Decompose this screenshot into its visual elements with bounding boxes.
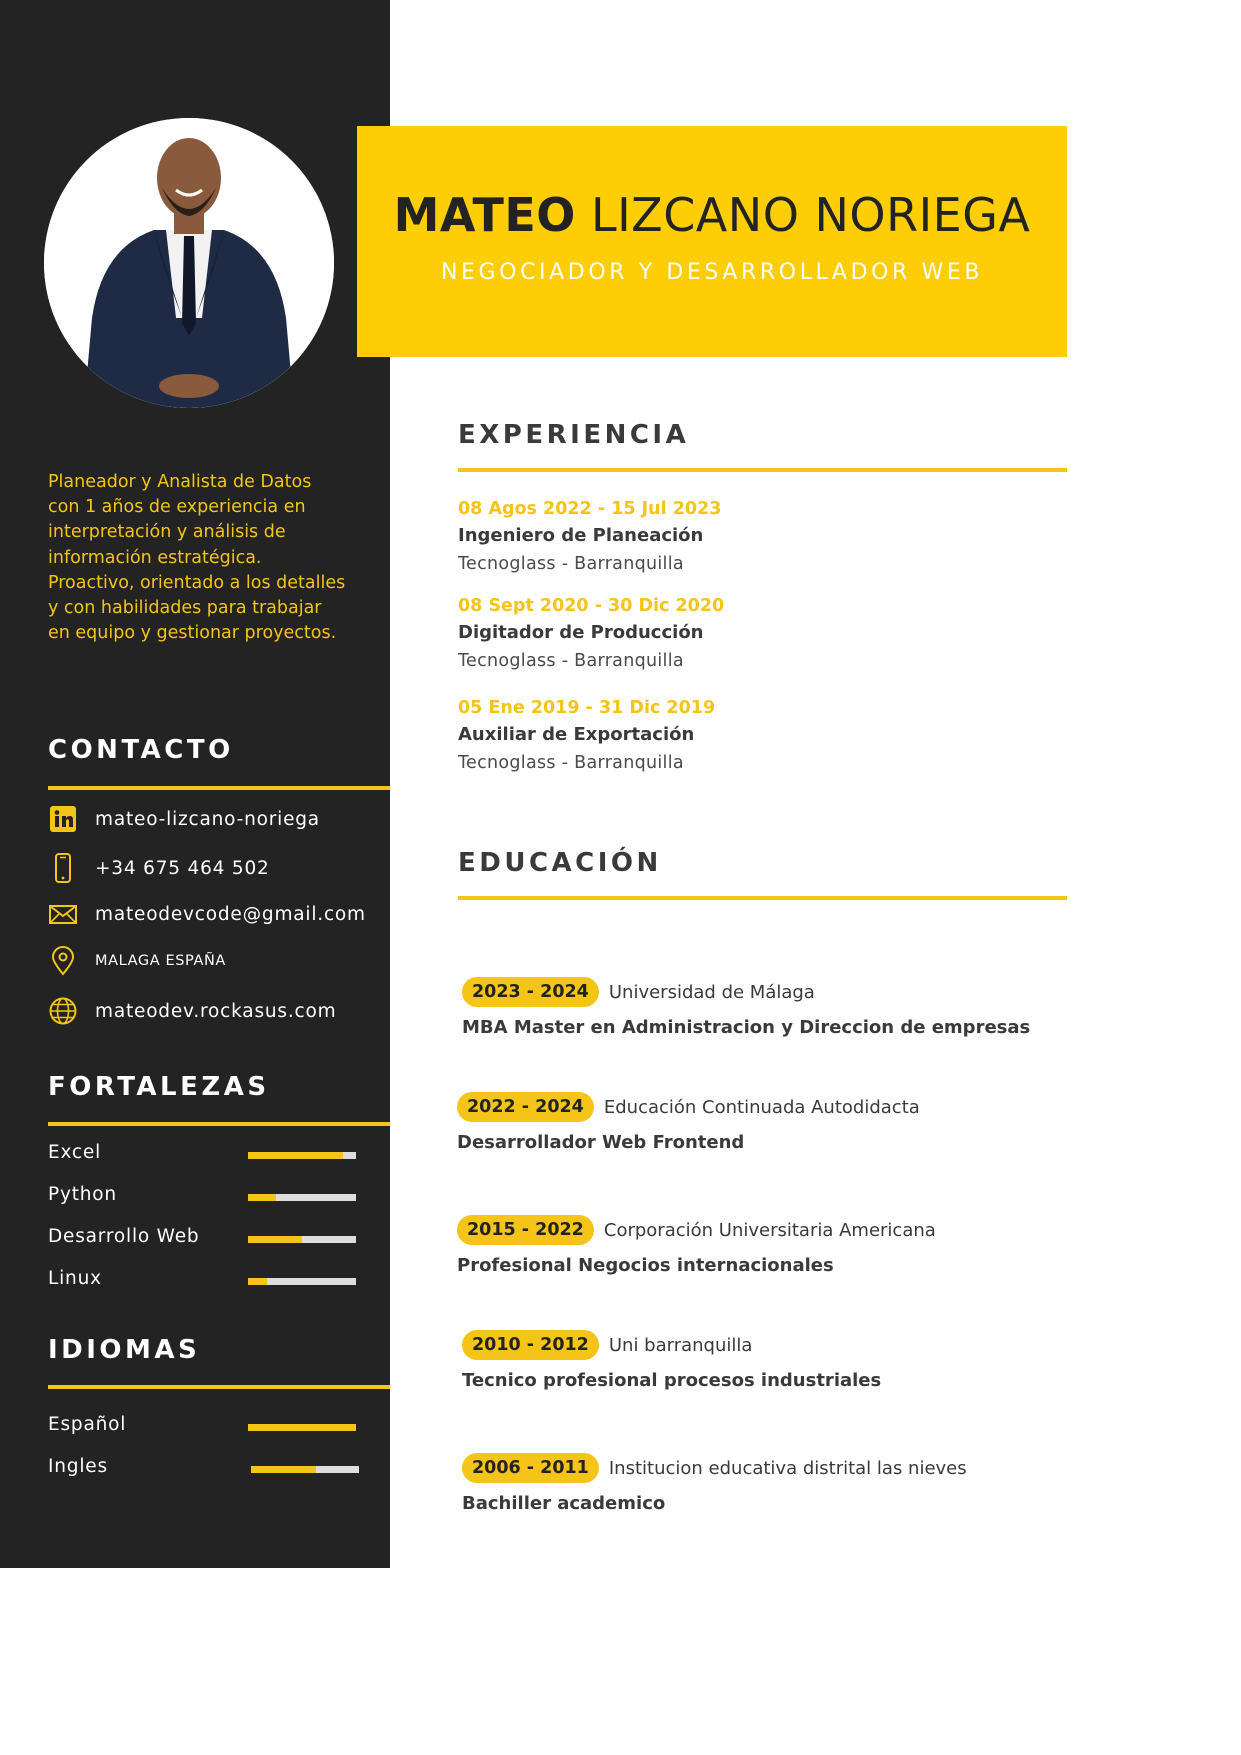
education-years-badge: 2010 - 2012 — [462, 1330, 599, 1360]
phone-text: +34 675 464 502 — [95, 857, 270, 879]
education-item — [462, 1330, 1082, 1391]
experience-divider — [458, 468, 1067, 472]
skill-bar — [248, 1194, 356, 1201]
language-bar — [248, 1424, 356, 1431]
skill-bar — [248, 1236, 356, 1243]
location-pin-icon — [48, 946, 78, 976]
strengths-heading: FORTALEZAS — [48, 1072, 270, 1102]
experience-dates: 08 Sept 2020 - 30 Dic 2020 — [458, 596, 725, 616]
languages-heading: IDIOMAS — [48, 1335, 201, 1365]
skill-bar — [248, 1152, 356, 1159]
contact-linkedin[interactable] — [48, 803, 320, 835]
experience-place: Tecnoglass - Barranquilla — [458, 554, 684, 574]
experience-item — [458, 695, 1058, 777]
experience-item — [458, 593, 1058, 675]
experience-job: Digitador de Producción — [458, 622, 704, 643]
education-item — [457, 1092, 1077, 1153]
education-degree: Profesional Negocios internacionales — [457, 1255, 834, 1276]
language-bar-fill — [251, 1466, 316, 1473]
education-degree: Desarrollador Web Frontend — [457, 1132, 745, 1153]
skill-row — [48, 1226, 358, 1250]
languages-divider — [48, 1385, 390, 1389]
education-school: Corporación Universitaria Americana — [603, 1219, 936, 1241]
location-text: MALAGA ESPAÑA — [95, 953, 226, 969]
linkedin-icon — [48, 804, 78, 834]
education-degree: Tecnico profesional procesos industriales — [462, 1370, 882, 1391]
skill-row — [48, 1142, 358, 1166]
experience-job: Auxiliar de Exportación — [458, 724, 695, 745]
first-name: MATEO — [393, 188, 576, 242]
skill-label: Python — [48, 1184, 117, 1205]
globe-icon — [48, 996, 78, 1026]
education-years-badge: 2022 - 2024 — [457, 1092, 594, 1122]
education-item — [462, 1453, 1082, 1514]
mail-icon — [48, 899, 78, 929]
education-school: Uni barranquilla — [608, 1334, 753, 1356]
language-row — [48, 1414, 358, 1438]
contact-location — [48, 945, 226, 977]
education-school: Educación Continuada Autodidacta — [603, 1096, 920, 1118]
person-avatar-icon — [44, 118, 334, 408]
phone-icon — [48, 853, 78, 883]
skill-bar-fill — [248, 1236, 302, 1243]
skill-label: Desarrollo Web — [48, 1226, 200, 1247]
education-years-badge: 2006 - 2011 — [462, 1453, 599, 1483]
education-degree: Bachiller academico — [462, 1493, 666, 1514]
contact-phone[interactable] — [48, 852, 270, 884]
email-text: mateodevcode@gmail.com — [95, 903, 366, 925]
experience-heading: EXPERIENCIA — [458, 420, 690, 450]
contact-email[interactable] — [48, 898, 366, 930]
contact-website[interactable] — [48, 995, 337, 1027]
skill-bar — [248, 1278, 356, 1285]
experience-dates: 08 Agos 2022 - 15 Jul 2023 — [458, 499, 722, 519]
education-years-badge: 2023 - 2024 — [462, 977, 599, 1007]
language-bar — [251, 1466, 359, 1473]
last-name: LIZCANO NORIEGA — [590, 188, 1031, 242]
education-school: Institucion educativa distrital las nieves — [608, 1457, 967, 1479]
skill-bar-fill — [248, 1152, 343, 1159]
full-name — [357, 188, 1067, 242]
strengths-divider — [48, 1122, 390, 1126]
education-degree: MBA Master en Administracion y Direccion de empresas — [462, 1017, 1031, 1038]
language-label: Ingles — [48, 1456, 108, 1477]
header-banner — [357, 126, 1067, 357]
sidebar — [0, 0, 390, 1568]
skill-bar-fill — [248, 1194, 276, 1201]
job-role: NEGOCIADOR Y DESARROLLADOR WEB — [440, 260, 984, 285]
skill-label: Excel — [48, 1142, 102, 1163]
contact-divider — [48, 786, 390, 790]
website-text: mateodev.rockasus.com — [95, 1000, 337, 1022]
profile-photo — [44, 118, 334, 408]
experience-place: Tecnoglass - Barranquilla — [458, 651, 684, 671]
education-item — [462, 977, 1082, 1038]
language-bar-fill — [248, 1424, 356, 1431]
skill-row — [48, 1268, 358, 1292]
experience-dates: 05 Ene 2019 - 31 Dic 2019 — [458, 698, 716, 718]
language-label: Español — [48, 1414, 127, 1435]
linkedin-text: mateo-lizcano-noriega — [95, 808, 320, 830]
experience-job: Ingeniero de Planeación — [458, 525, 704, 546]
education-years-badge: 2015 - 2022 — [457, 1215, 594, 1245]
contact-heading: CONTACTO — [48, 735, 234, 765]
experience-item — [458, 496, 1058, 578]
education-school: Universidad de Málaga — [608, 981, 815, 1003]
skill-bar-fill — [248, 1278, 267, 1285]
education-heading: EDUCACIÓN — [458, 848, 662, 878]
profile-summary: Planeador y Analista de Datos con 1 años de experiencia en interpretación y análisis de información estratégica. Proactivo, orientado a los detalles y con habilidades para trabajar en equipo y gestionar proyectos. — [48, 472, 346, 644]
education-divider — [458, 896, 1067, 900]
language-row — [48, 1456, 358, 1480]
skill-row — [48, 1184, 358, 1208]
skill-label: Linux — [48, 1268, 102, 1289]
experience-place: Tecnoglass - Barranquilla — [458, 753, 684, 773]
education-item — [457, 1215, 1077, 1276]
